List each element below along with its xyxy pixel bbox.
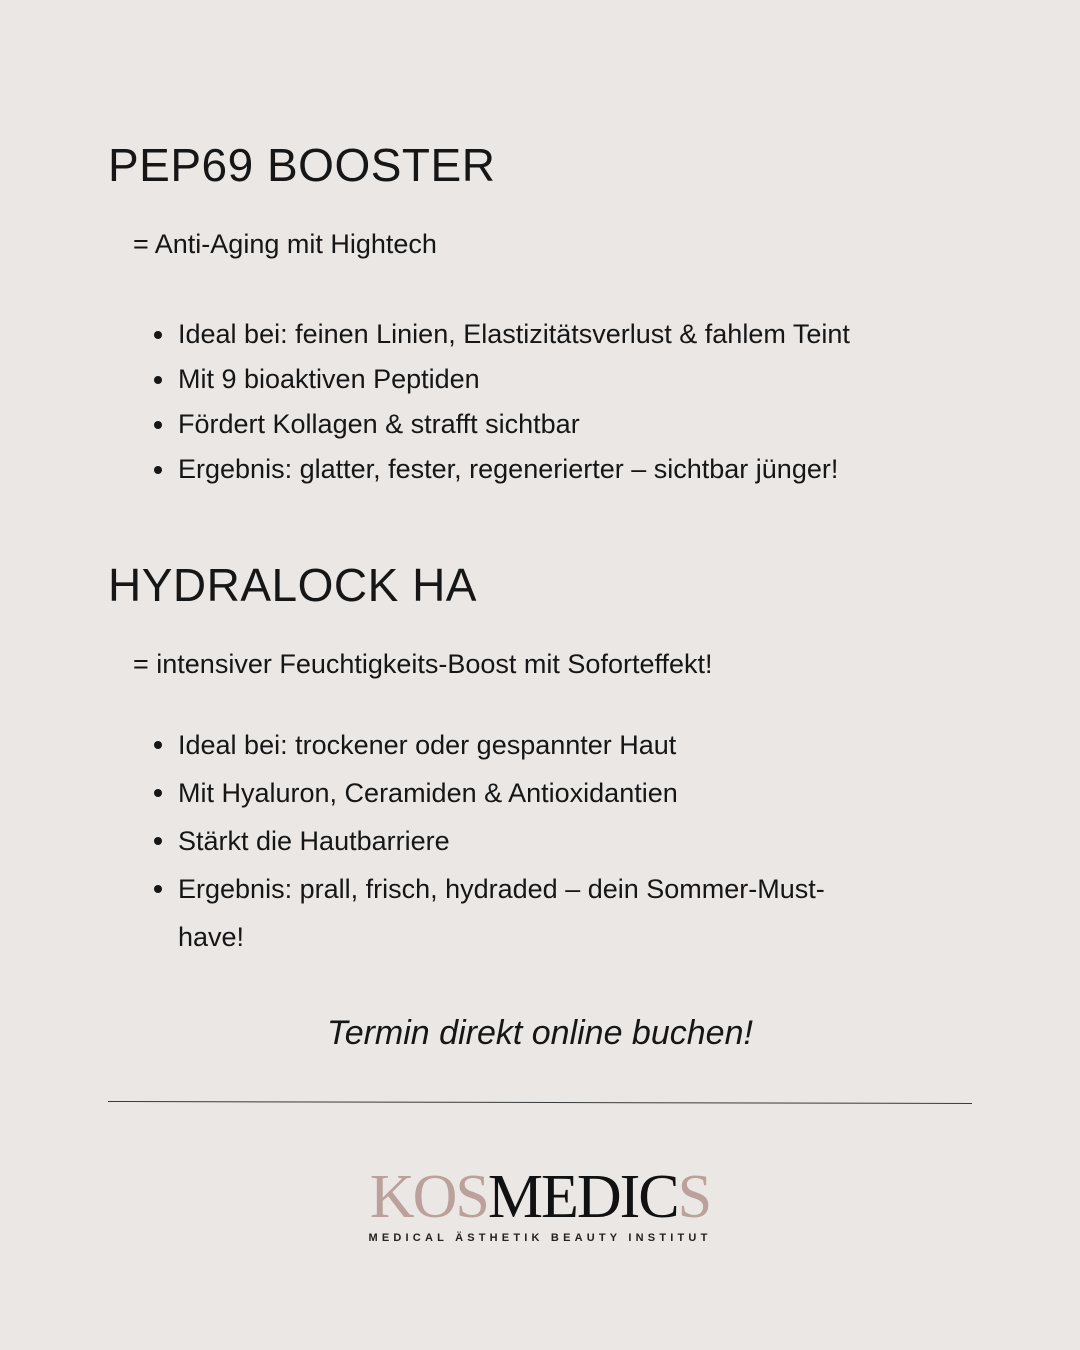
list-item: Fördert Kollagen & strafft sichtbar: [150, 402, 910, 447]
logo-part-medic: MEDIC: [487, 1163, 678, 1231]
list-item: Stärkt die Hautbarriere: [150, 817, 870, 865]
list-item: Ergebnis: prall, frisch, hydraded – dein Sommer-Must-have!: [150, 865, 870, 961]
logo-part-s: S: [677, 1163, 711, 1231]
section-subtitle-hydralock: = intensiver Feuchtigkeits-Boost mit Soforteffekt!: [133, 649, 713, 679]
list-item: Ideal bei: trockener oder gespannter Haut: [150, 721, 870, 769]
section-title-hydralock: HYDRALOCK HA: [108, 559, 477, 611]
divider: [108, 1101, 972, 1104]
brand-logo: [0, 1163, 1080, 1244]
logo-wordmark: [0, 1163, 1080, 1231]
list-item: Mit Hyaluron, Ceramiden & Antioxidantien: [150, 769, 870, 817]
benefit-list-hydralock: [150, 721, 870, 961]
section-title-pep69: PEP69 BOOSTER: [108, 139, 496, 191]
logo-tagline: MEDICAL ÄSTHETIK BEAUTY INSTITUT: [368, 1232, 712, 1244]
list-item: Ergebnis: glatter, fester, regenerierter – sichtbar jünger!: [150, 447, 910, 492]
list-item: Mit 9 bioaktiven Peptiden: [150, 357, 910, 402]
section-subtitle-pep69: = Anti-Aging mit Hightech: [133, 229, 437, 259]
booking-cta: Termin direkt online buchen!: [327, 1014, 753, 1052]
logo-part-kos: KOS: [369, 1163, 488, 1231]
benefit-list-pep69: [150, 312, 910, 492]
list-item: Ideal bei: feinen Linien, Elastizitätsverlust & fahlem Teint: [150, 312, 910, 357]
